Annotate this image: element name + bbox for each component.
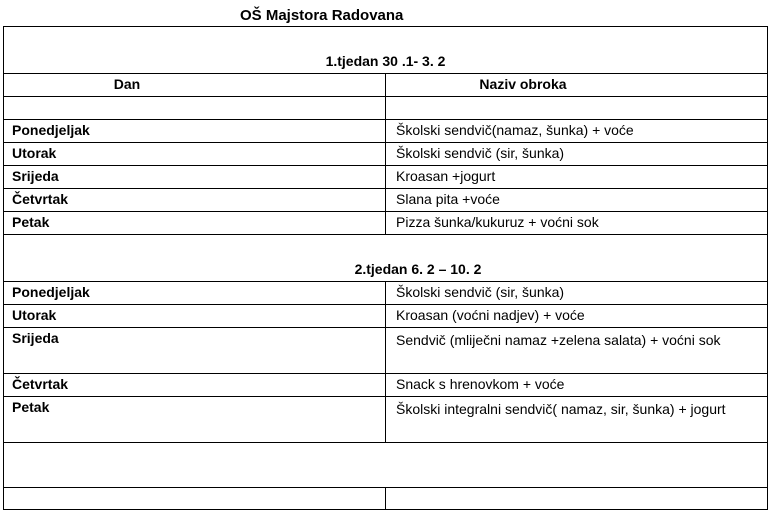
column-divider <box>385 281 386 443</box>
week1-day: Srijeda <box>12 168 59 184</box>
week2-meal: Sendvič (mliječni namaz +zelena salata) + voćni sok <box>396 332 721 348</box>
table-border-top <box>3 26 768 27</box>
week1-day: Ponedjeljak <box>12 122 90 138</box>
header-day: Dan <box>113 76 141 92</box>
week2-meal: Školski sendvič (sir, šunka) <box>396 284 565 300</box>
week2-day: Petak <box>12 399 50 415</box>
week1-day: Utorak <box>12 145 57 161</box>
week1-meal: Pizza šunka/kukuruz + voćni sok <box>396 214 599 230</box>
week1-day: Petak <box>12 214 50 230</box>
week2-day: Četvrtak <box>12 376 69 392</box>
week1-meal: Školski sendvič (sir, šunka) <box>396 145 565 161</box>
week2-title: 2.tjedan 6. 2 – 10. 2 <box>354 261 482 277</box>
header-meal: Naziv obroka <box>479 76 567 92</box>
week2-day: Srijeda <box>12 330 59 346</box>
week1-meal: Školski sendvič(namaz, šunka) + voće <box>396 122 634 138</box>
column-divider <box>385 487 386 510</box>
school-title: OŠ Majstora Radovana <box>240 7 404 24</box>
column-divider <box>385 73 386 235</box>
week1-day: Četvrtak <box>12 191 69 207</box>
week1-title: 1.tjedan 30 .1- 3. 2 <box>325 53 446 69</box>
week2-meal: Kroasan (voćni nadjev) + voće <box>396 307 585 323</box>
week1-meal: Kroasan +jogurt <box>396 168 496 184</box>
week2-meal: Školski integralni sendvič( namaz, sir, šunka) + jogurt <box>396 401 726 417</box>
week2-day: Ponedjeljak <box>12 284 90 300</box>
week1-meal: Slana pita +voće <box>396 191 500 207</box>
week2-meal: Snack s hrenovkom + voće <box>396 376 565 392</box>
week2-day: Utorak <box>12 307 57 323</box>
